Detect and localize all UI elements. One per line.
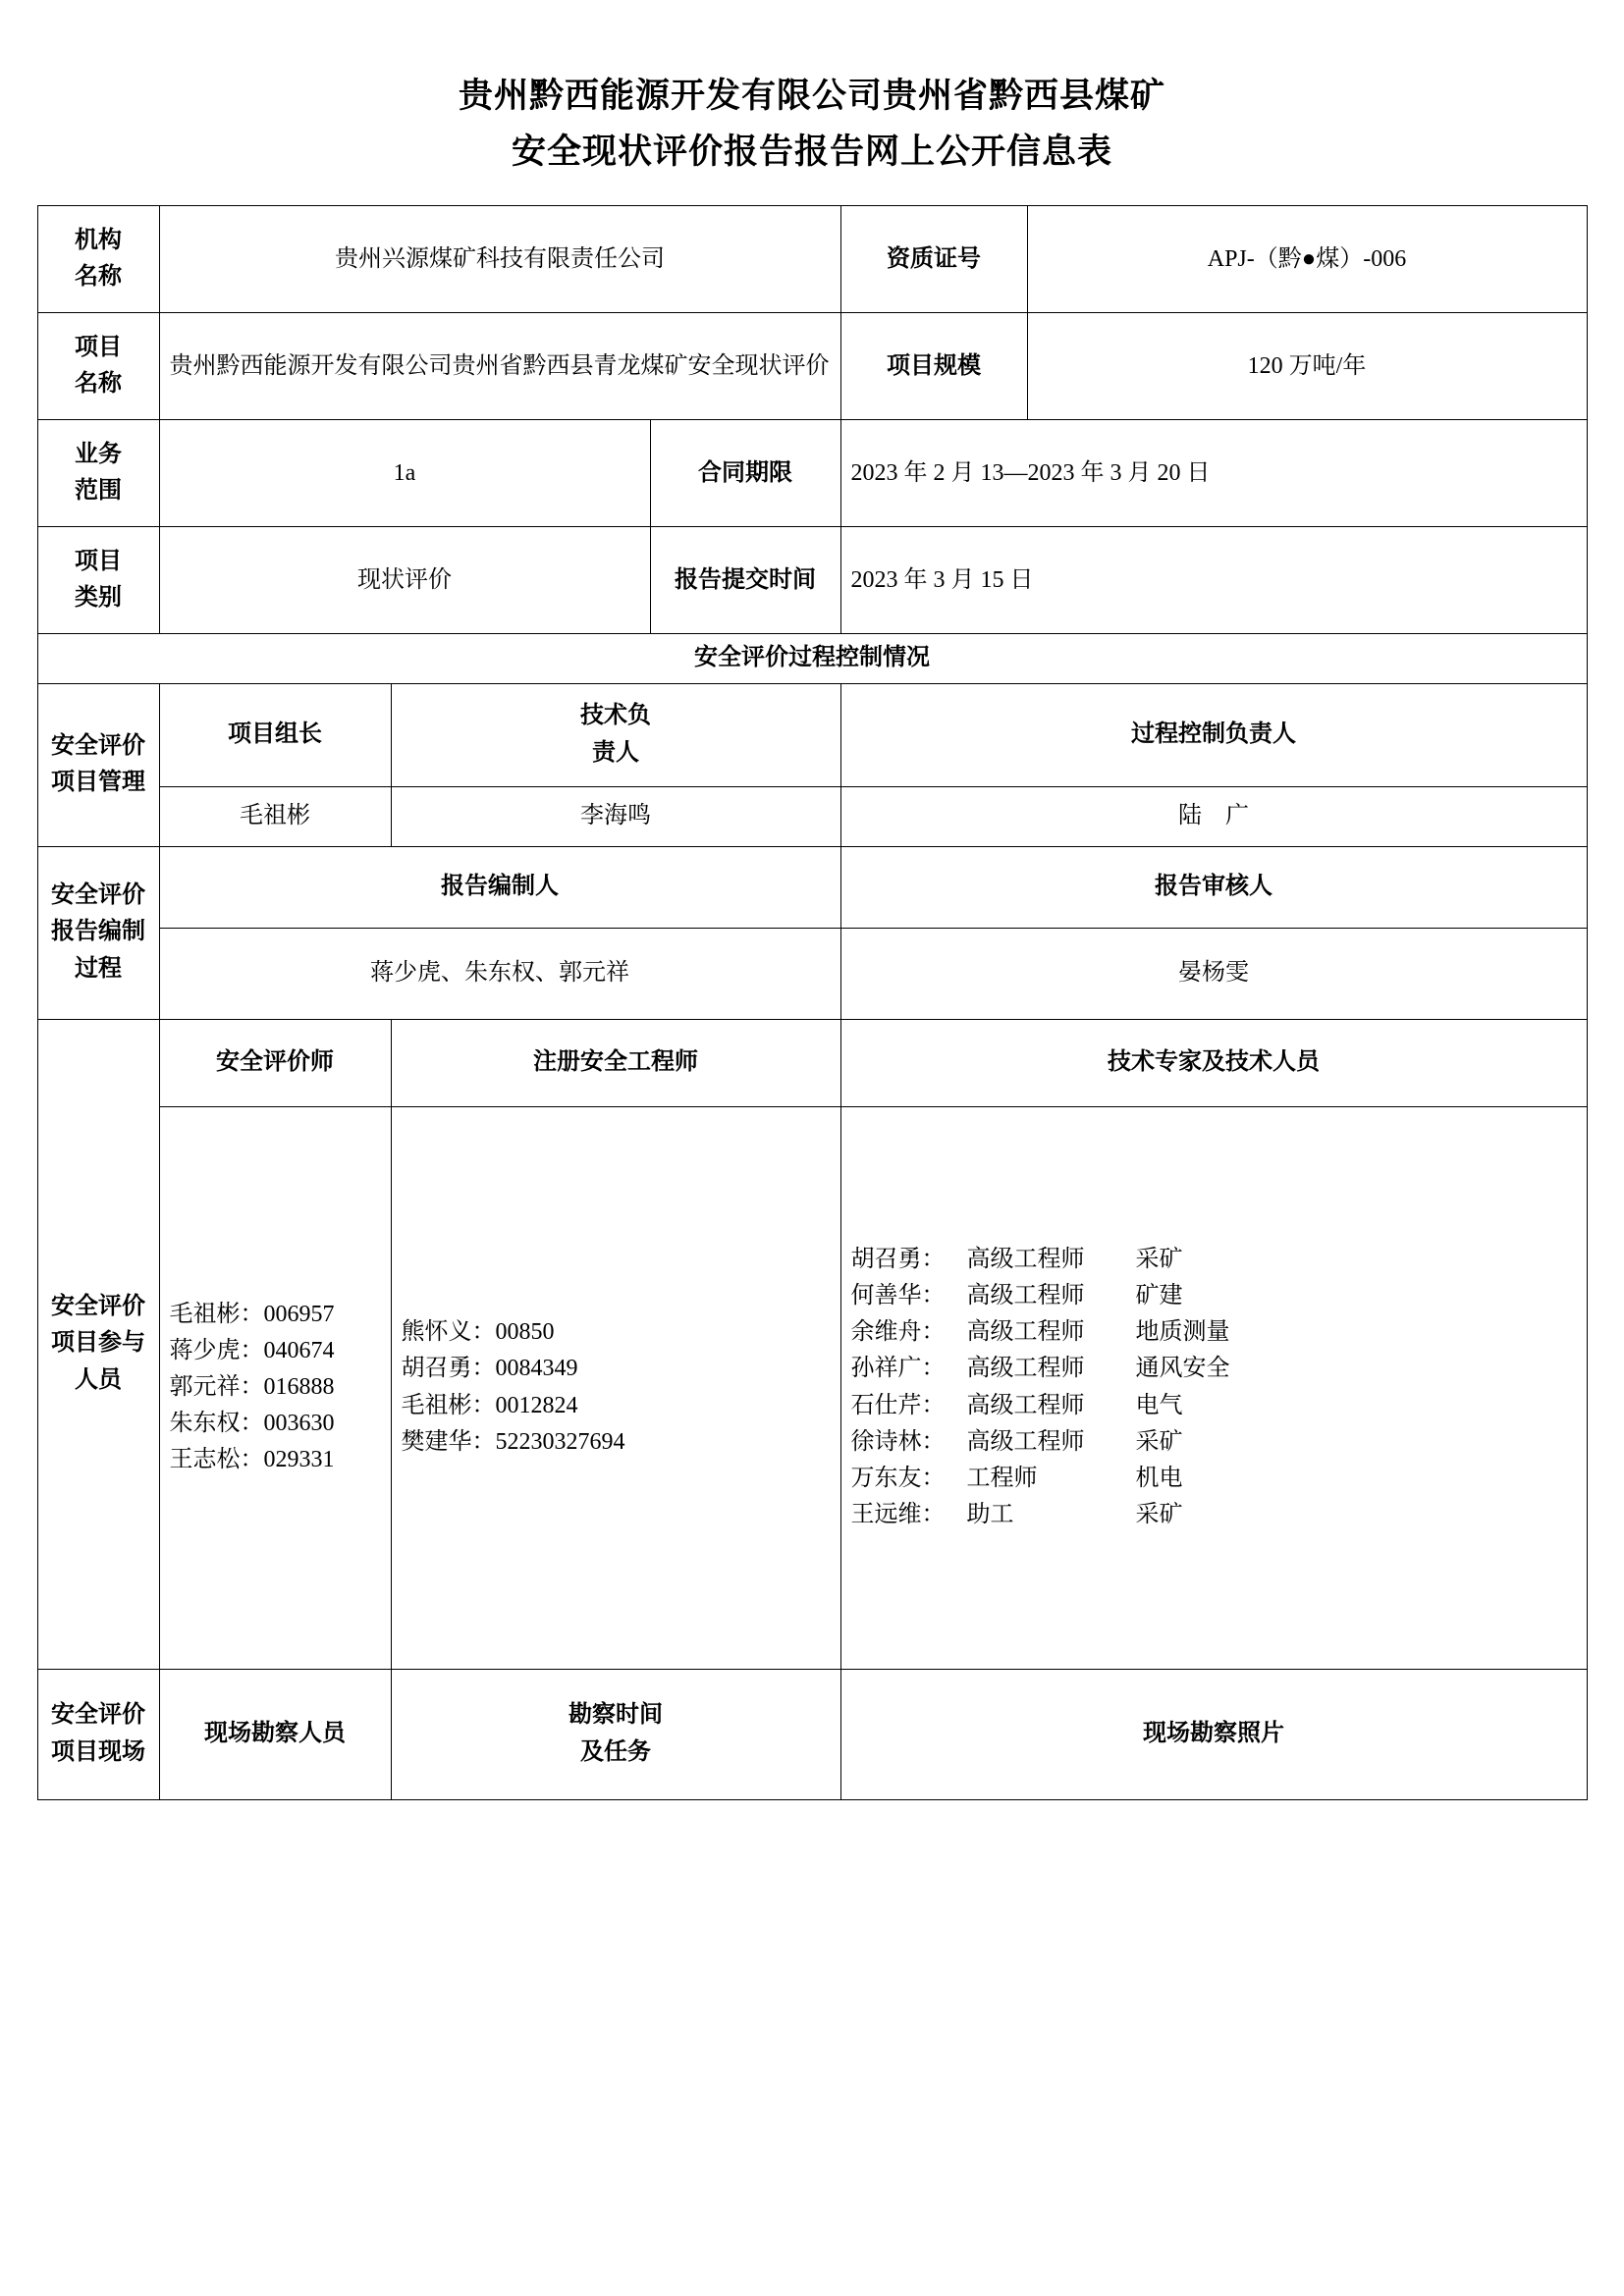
value-process-control-owner: 陆 广 xyxy=(840,786,1587,846)
table-row-site-survey xyxy=(37,1669,1587,1799)
list-item: 何善华： 高级工程师 矿建 xyxy=(850,1283,1183,1308)
label-process-control-owner: 过程控制负责人 xyxy=(840,683,1587,786)
label-site-survey: 安全评价 项目现场 xyxy=(37,1669,159,1799)
list-item: 石仕芹： 高级工程师 电气 xyxy=(850,1392,1183,1418)
label-project-management: 安全评价 项目管理 xyxy=(37,683,159,846)
table-row-org xyxy=(37,206,1587,313)
value-project-scale: 120 万吨/年 xyxy=(1027,313,1587,420)
list-item: 王志松：029331 xyxy=(169,1447,335,1473)
label-tech-leader: 技术负 责人 xyxy=(391,683,840,786)
value-project-type: 现状评价 xyxy=(159,527,650,634)
table-row-business-scope xyxy=(37,420,1587,527)
list-assessors xyxy=(159,1106,391,1669)
table-row-report-values xyxy=(37,928,1587,1019)
value-submit-time: 2023 年 3 月 15 日 xyxy=(840,527,1587,634)
label-qualification-no: 资质证号 xyxy=(840,206,1027,313)
list-experts xyxy=(840,1106,1587,1669)
label-site-surveyor: 现场勘察人员 xyxy=(159,1669,391,1799)
table-row-project-type xyxy=(37,527,1587,634)
table-row-pm-headers xyxy=(37,683,1587,786)
list-item: 万东友： 工程师 机电 xyxy=(850,1465,1183,1491)
value-org-name: 贵州兴源煤矿科技有限责任公司 xyxy=(159,206,840,313)
table-row-report-headers xyxy=(37,846,1587,928)
list-item: 胡召勇：0084349 xyxy=(401,1356,578,1382)
value-qualification-no: APJ-（黔●煤）-006 xyxy=(1027,206,1587,313)
label-assessor: 安全评价师 xyxy=(159,1019,391,1106)
label-project-scale: 项目规模 xyxy=(840,313,1027,420)
label-project-name: 项目 名称 xyxy=(37,313,159,420)
label-project-type: 项目 类别 xyxy=(37,527,159,634)
list-item: 徐诗林： 高级工程师 采矿 xyxy=(850,1428,1183,1455)
public-info-table xyxy=(37,205,1588,1799)
table-row-project-name xyxy=(37,313,1587,420)
table-row-section-title xyxy=(37,634,1587,683)
label-business-scope: 业务 范围 xyxy=(37,420,159,527)
table-row-pm-values xyxy=(37,786,1587,846)
label-survey-time: 勘察时间 及任务 xyxy=(391,1669,840,1799)
list-item: 孙祥广： 高级工程师 通风安全 xyxy=(850,1356,1230,1382)
table-row-participants-values xyxy=(37,1106,1587,1669)
value-tech-leader: 李海鸣 xyxy=(391,786,840,846)
value-team-leader: 毛祖彬 xyxy=(159,786,391,846)
page-title-line-1: 贵州黔西能源开发有限公司贵州省黔西县煤矿 xyxy=(458,77,1165,115)
page-title-line-2: 安全现状评价报告报告网上公开信息表 xyxy=(511,132,1112,171)
value-business-scope: 1a xyxy=(159,420,650,527)
page-title xyxy=(272,47,1352,180)
list-item: 余维舟： 高级工程师 地质测量 xyxy=(850,1319,1230,1346)
list-item: 熊怀义：00850 xyxy=(401,1319,555,1346)
list-item: 樊建华：52230327694 xyxy=(401,1428,625,1455)
value-report-reviewer: 晏杨雯 xyxy=(840,928,1587,1019)
value-project-name: 贵州黔西能源开发有限公司贵州省黔西县青龙煤矿安全现状评价 xyxy=(159,313,840,420)
list-item: 胡召勇： 高级工程师 采矿 xyxy=(850,1246,1183,1272)
list-item: 毛祖彬：006957 xyxy=(169,1301,335,1327)
list-registered-engineers xyxy=(391,1106,840,1669)
list-item: 朱东权：003630 xyxy=(169,1411,335,1437)
label-team-leader: 项目组长 xyxy=(159,683,391,786)
list-item: 毛祖彬：0012824 xyxy=(401,1392,578,1418)
table-row-participants-headers xyxy=(37,1019,1587,1106)
label-report-reviewer: 报告审核人 xyxy=(840,846,1587,928)
label-org-name: 机构 名称 xyxy=(37,206,159,313)
list-item: 蒋少虎：040674 xyxy=(169,1337,335,1363)
label-registered-engineer: 注册安全工程师 xyxy=(391,1019,840,1106)
label-report-author: 报告编制人 xyxy=(159,846,840,928)
section-title-process-control: 安全评价过程控制情况 xyxy=(37,634,1587,683)
label-contract-period: 合同期限 xyxy=(650,420,840,527)
label-participants: 安全评价 项目参与 人员 xyxy=(37,1019,159,1669)
value-report-author: 蒋少虎、朱东权、郭元祥 xyxy=(159,928,840,1019)
list-item: 王远维： 助工 采矿 xyxy=(850,1502,1183,1528)
label-report-process: 安全评价 报告编制 过程 xyxy=(37,846,159,1019)
label-submit-time: 报告提交时间 xyxy=(650,527,840,634)
list-item: 郭元祥：016888 xyxy=(169,1373,335,1400)
label-experts: 技术专家及技术人员 xyxy=(840,1019,1587,1106)
value-contract-period: 2023 年 2 月 13—2023 年 3 月 20 日 xyxy=(840,420,1587,527)
label-survey-photo: 现场勘察照片 xyxy=(840,1669,1587,1799)
